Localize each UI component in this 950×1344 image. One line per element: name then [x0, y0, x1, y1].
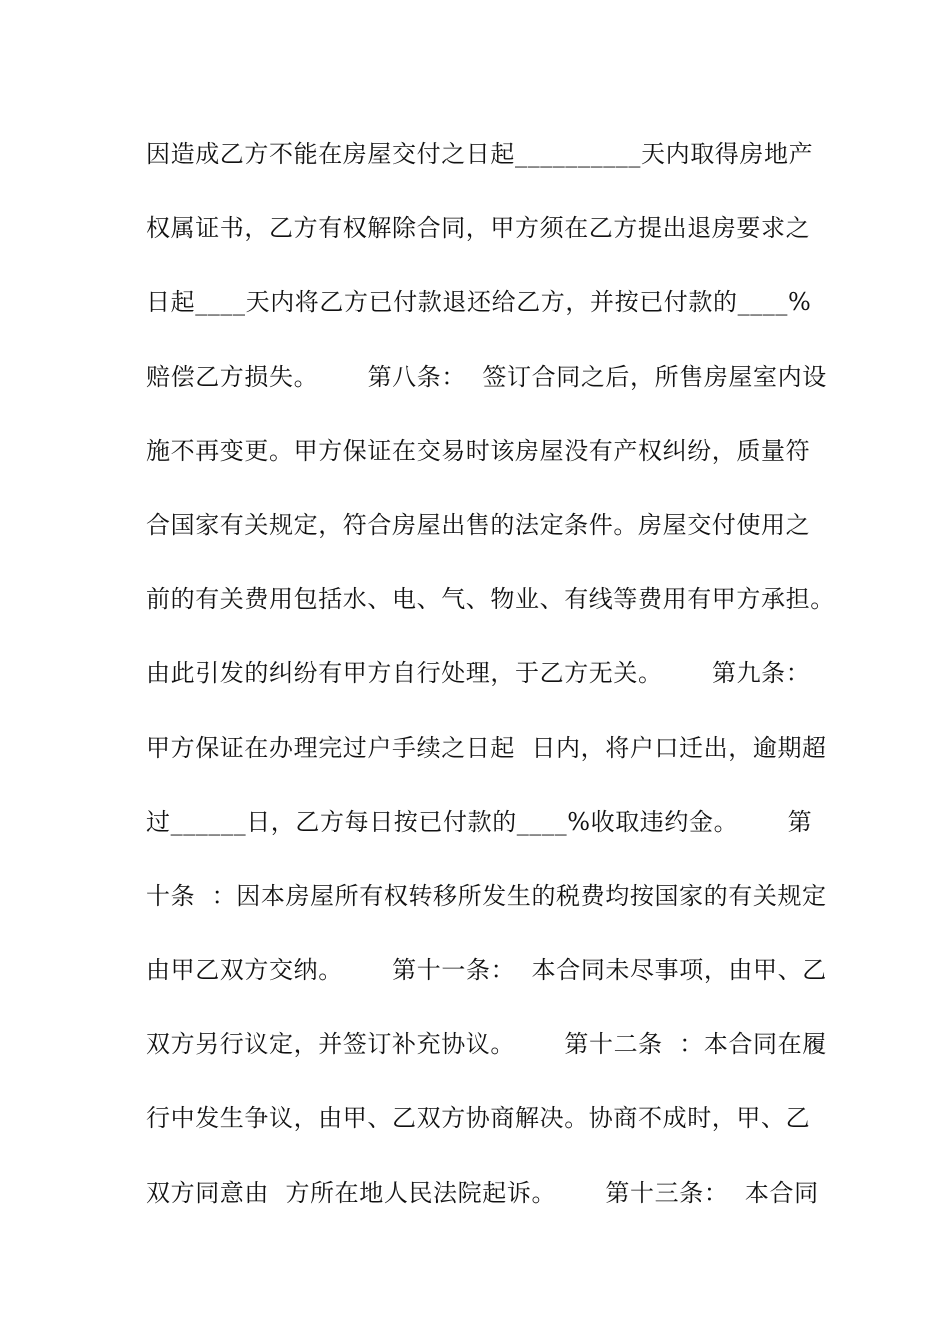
text-line-1: 因造成乙方不能在房屋交付之日起__________天内取得房地产: [146, 140, 814, 168]
text-line-4: 赔偿乙方损失。 第八条： 签订合同之后，所售房屋室内设: [146, 362, 827, 391]
text-line-5: 施不再变更。甲方保证在交易时该房屋没有产权纠纷，质量符: [146, 436, 811, 465]
text-line-6: 合国家有关规定，符合房屋出售的法定条件。房屋交付使用之: [146, 510, 811, 539]
text-line-14: 行中发生争议，由甲、乙双方协商解决。协商不成时，甲、乙: [146, 1104, 811, 1133]
text-line-8: 由此引发的纠纷有甲方自行处理，于乙方无关。 第九条：: [146, 659, 811, 688]
text-line-7: 前的有关费用包括水、电、气、物业、有线等费用有甲方承担。: [146, 585, 835, 614]
text-line-9: 甲方保证在办理完过户手续之日起 日内，将户口迁出，逾期超: [146, 733, 827, 762]
text-line-15: 双方同意由 方所在地人民法院起诉。 第十三条： 本合同: [146, 1178, 819, 1207]
text-line-11: 十条 ：因本房屋所有权转移所发生的税费均按国家的有关规定: [146, 881, 827, 910]
text-line-13: 双方另行议定，并签订补充协议。 第十二条 ：本合同在履: [146, 1030, 827, 1059]
text-line-2: 权属证书，乙方有权解除合同，甲方须在乙方提出退房要求之: [146, 214, 811, 243]
text-line-12: 由甲乙双方交纳。 第十一条： 本合同未尽事项，由甲、乙: [146, 956, 827, 985]
contract-text: [146, 128, 835, 1241]
text-line-3: 日起____天内将乙方已付款退还给乙方，并按已付款的____%: [146, 288, 812, 317]
text-line-10: 过______日，乙方每日按已付款的____%收取违约金。 第: [146, 807, 813, 836]
